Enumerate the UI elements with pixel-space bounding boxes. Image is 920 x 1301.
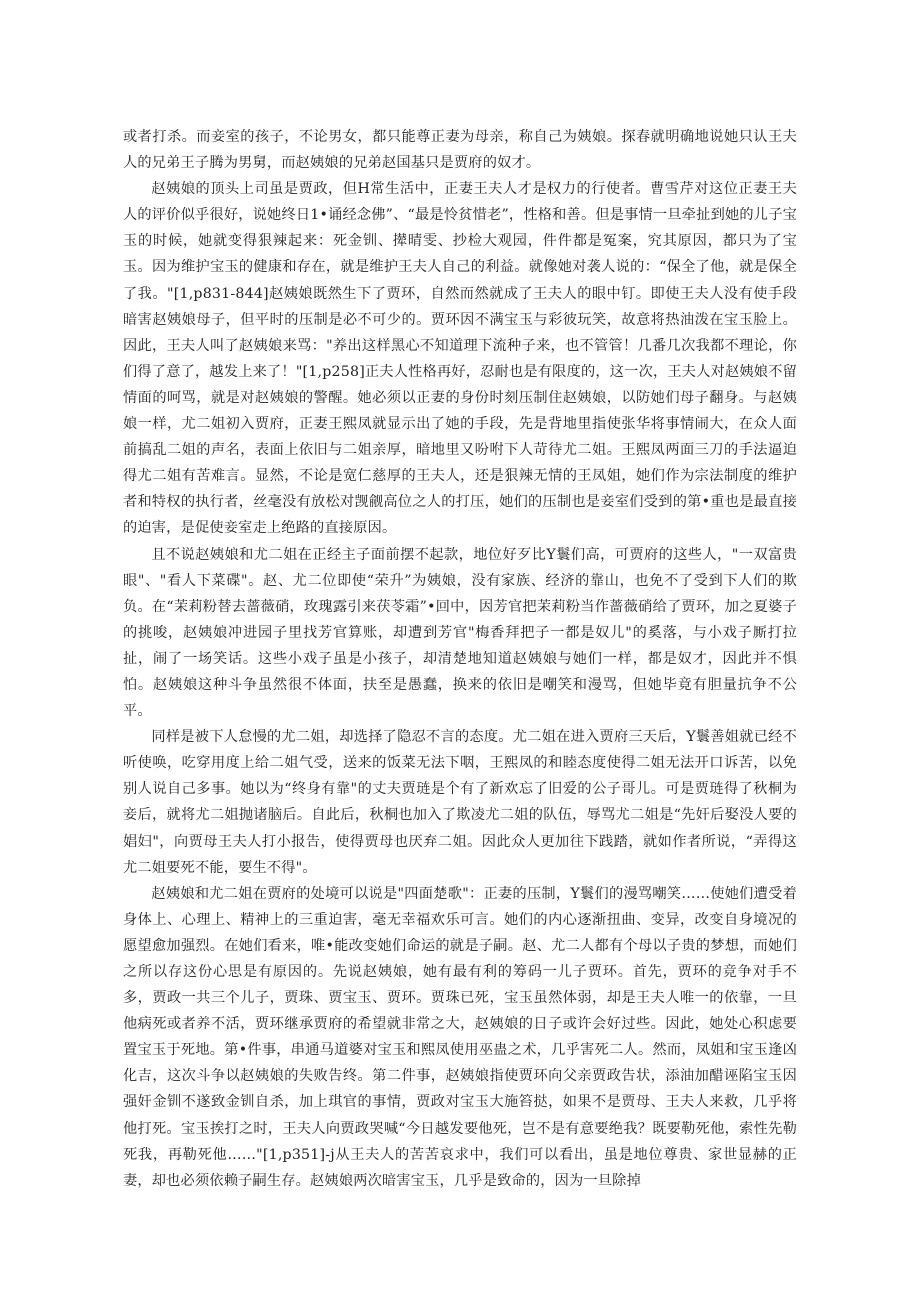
paragraph-4: 同样是被下人怠慢的尤二姐，却选择了隐忍不言的态度。尤二姐在进入贾府三天后，Y鬟善姐就已经不听使唤，吃穿用度上给二姐气受，送来的饭菜无法下咽，王熙凤的和睦态度使得二姐无法开口诉苦，以免别人说自己多事。她以为“终身有靠"的丈夫贾琏是个有了新欢忘了旧爱的公子哥儿。可是贾琏得了秋桐为妾后，就将尤二姐抛诸脑后。自此后，秋桐也加入了欺凌尤二姐的队伍，辱骂尤二姐是“先奸后娶没人要的娼妇"，向贾母王夫人打小报告，使得贾母也厌弃二姐。因此众人更加往下践踏，就如作者所说，“弄得这尤二姐要死不能，要生不得"。 (123, 729, 797, 876)
paragraph-3: 且不说赵姨娘和尤二姐在正经主子面前摆不起款，地位好歹比Y鬟们高，可贾府的这些人，"一双富贵眼"、"看人下菜碟"。赵、尤二位即使“荣升”为姨娘，没有家族、经济的靠山，也免不了受到下人们的欺负。在“茉莉粉替去蔷薇硝，玫瑰露引来茯苓霜”•回中，因芳官把茉莉粉当作蔷薇硝给了贾环，加之夏婆子的挑唆，赵姨娘冲进园子里找芳官算账，却遭到芳官"梅香拜把子一都是奴儿"的奚落，与小戏子厮打拉扯，闹了一场笑话。这些小戏子虽是小孩子，却清楚地知道赵姨娘与她们一样，都是奴才，因此并不惧怕。赵姨娘这种斗争虽然很不体面，扶至是愚蠢，换来的依旧是嘲笑和漫骂，但她毕竟有胆量抗争不公平。 (123, 546, 797, 720)
document-page (123, 124, 797, 1194)
paragraph-5: 赵姨娘和尤二姐在贾府的处境可以说是"四面楚歌"：正妻的压制，Y鬟们的漫骂嘲笑……使她们遭受着身体上、心理上、精神上的三重迫害，毫无幸福欢乐可言。她们的内心逐渐扭曲、变异，改变自身境况的愿望愈加强烈。在她们看来，唯•能改变她们命运的就是子嗣。赵、尤二人都有个母以子贵的梦想，而她们之所以存这份心思是有原因的。先说赵姨娘，她有最有利的筹码一儿子贾环。首先，贾环的竞争对手不多，贾政一共三个儿子，贾珠、贾宝玉、贾环。贾珠已死，宝玉虽然体弱，却是王夫人唯一的依靠，一旦他病死或者养不活，贾环继承贾府的希望就非常之大，赵姨娘的日子或许会好过些。因此，她处心积虑要置宝玉于死地。第•件事，串通马道婆对宝玉和熙凤使用巫蛊之术，几乎害死二人。然而，凤姐和宝玉逢凶化吉，这次斗争以赵姨娘的失败告终。第二件事，赵姨娘指使贾环向父亲贾政告状，添油加醋诬陷宝玉因强奸金钏不遂致金钏自杀，加上琪官的事情，贾政对宝玉大施笞挞，如果不是贾母、王夫人来救，几乎将他打死。宝玉挨打之时，王夫人向贾政哭喊“今日越发要他死，岂不是有意要绝我？既要勒死他，索性先勒死我，再勒死他……"[1,p351]-j从王夫人的苦苦哀求中，我们可以看出，虽是地位尊贵、家世显赫的正妻，却也必须依赖子嗣生存。赵姨娘两次暗害宝玉，几乎是致命的，因为一旦除掉 (123, 885, 797, 1189)
paragraph-2: 赵姨娘的顶头上司虽是贾政，但H常生活中，正妻王夫人才是权力的行使者。曹雪芹对这位正妻王夫人的评价似乎很好，说她终日1•诵经念佛”、“最是怜贫惜老”，性格和善。但是事情一旦牵扯到她的儿子宝玉的时候，她就变得狠辣起来：死金钏、撵晴雯、抄检大观园，件件都是冤案，究其原因，都只为了宝玉。因为维护宝玉的健康和存在，就是维护王夫人自己的利益。就像她对袭人说的：“保全了他，就是保全了我。"[1,p831-844]赵姨娘既然生下了贾环，自然而然就成了王夫人的眼中钉。即使王夫人没有使手段暗害赵姨娘母子，但平时的压制是必不可少的。贾环因不满宝玉与彩彼玩笑，故意将热油泼在宝玉脸上。因此，王夫人叫了赵姨娘来骂："养出这样黑心不知道理下流种子来，也不管管！几番几次我都不理论，你们得了意了，越发上来了！"[1,p258]正夫人性格再好，忍耐也是有限度的，这一次，王夫人对赵姨娘不留情面的呵骂，就是对赵姨娘的警醒。她必须以正妻的身份时刻压制住赵姨娘，以防她们母子翻身。与赵姨娘一样，尤二姐初入贾府，正妻王熙凤就显示出了她的手段，先是背地里指使张华将事情闹大，在众人面前搞乱二姐的声名，表面上依旧与二姐亲厚，暗地里又吩咐下人苛待尤二姐。王熙凤两面三刀的手法逼迫得尤二姐有苦难言。显然，不论是宽仁慈厚的王夫人，还是狠辣无情的王凤姐，她们作为宗法制度的维护者和特权的执行者，丝毫没有放松对觊觎高位之人的打压，她们的压制也是妾室们受到的第•重也是最直接的迫害，是促使妾室走上绝路的直接原因。 (123, 181, 797, 537)
paragraph-1: 或者打杀。而妾室的孩子，不论男女，都只能尊正妻为母亲，称自己为姨娘。探春就明确地说她只认王夫人的兄弟王子腾为男舅，而赵姨娘的兄弟赵国基只是贾府的奴才。 (123, 129, 797, 172)
